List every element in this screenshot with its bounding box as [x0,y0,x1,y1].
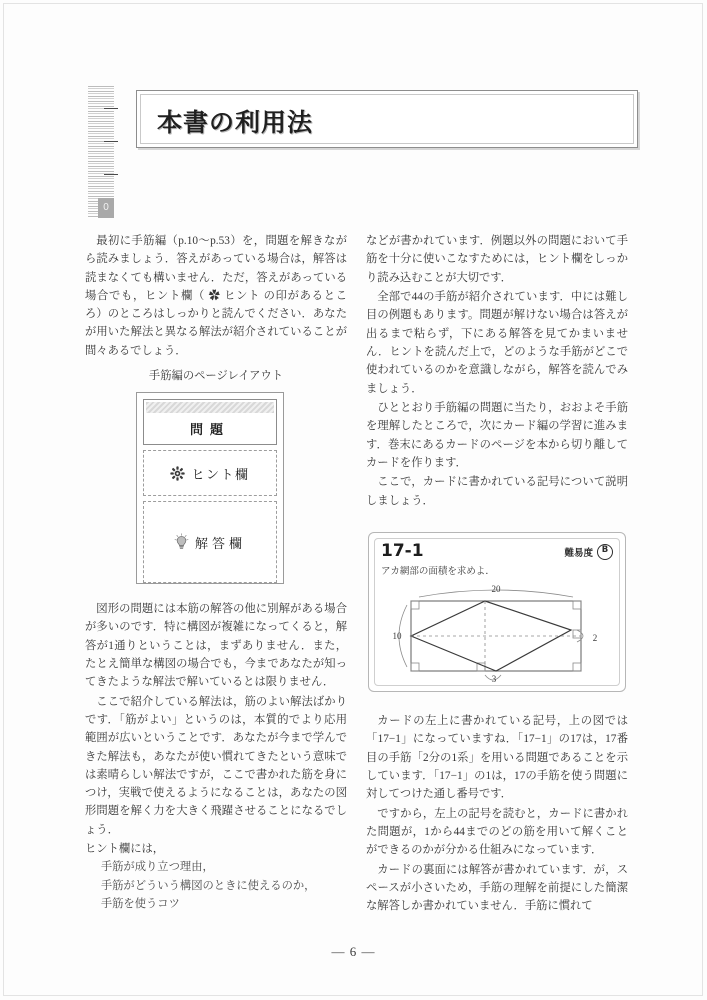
ruler-tick [104,174,118,175]
page-title-banner [136,90,638,148]
list-item: 手筋が成り立つ理由， [100,861,214,874]
list-item: 手筋がどういう構図のときに使えるのか， [100,879,316,892]
page-title: 本書の利用法 [157,108,314,137]
paragraph: 全部で44の手筋が紹介されています．中には難し目の例題もあります。問題が解けない場合は答えが出るまで粘らず，下にある解答を見てかまいません．ヒントを読んだ上で，どのような手筋がどこで使われているのかを意識しながら，解答を読んでみましょう． [366,291,628,395]
page-number: — 6 — [331,944,376,959]
diagram-problem-block [143,399,277,445]
hint-contents-list [85,858,347,913]
difficulty-label: 難易度 [564,548,593,559]
diagram-problem-stripe [146,402,274,413]
paragraph: カードの裏面には解答が書かれています．が，スペースが小さいため，手筋の理解を前提にした簡潔な解答しか書かれていません．手筋に慣れて [366,863,628,913]
gear-icon [170,466,185,481]
paragraph: などが書かれています．例題以外の問題において手筋を十分に使いこなすためには，ヒント欄をしっかり読み込むことが大切です． [366,235,628,284]
svg-text:10: 10 [392,631,402,641]
diagram-hint-block [143,450,277,496]
ruler-tick [104,141,118,142]
svg-text:2: 2 [592,633,598,643]
paragraph: カードの左上に書かれている記号，上の図では「17−1」になっていますね．「17−1」の17は，17番目の手筋「2分の1系」を用いる問題であることを示しています．「17−1」の1は，17の手筋を使う問題に対してつけた通し番号です． [366,715,628,801]
card-id-label: 17-1 [381,541,424,561]
hint-list-intro: ヒント欄には， [85,843,165,856]
right-text-column-upper [366,232,628,511]
card-difficulty [564,544,613,560]
right-text-column-lower [366,712,628,917]
scan-ruler-strip [88,86,114,218]
paragraph: 最初に手筋編（p.10〜p.53）を，問題を解きながら読みましょう．答えがあっている場合は，解答は読まなくても構いません．ただ，答えがあっている場合でも，ヒント欄（ ✿ ヒント の印があるところ）のところはしっかりと読んでください．あなたが用いた解法と異なる解法が紹介されていることが間々あるでしょう． [85,235,347,357]
list-item: 手筋を使うコツ [100,898,180,910]
paragraph: ひととおり手筋編の問題に当たり，おおよそ手筋を理解したところで，次にカード編の学習に進みます．巻末にあるカードのページを本から切り離してカードを作ります． [366,401,628,469]
paragraph: 図形の問題には本筋の解答の他に別解がある場合が多いのです．特に構図が複雑になってくると，解答が1通りということは，まずありません．また，たとえ簡単な構図の場合でも，今まであなたが知ってきたような解法で解いているとは限りません． [85,603,347,689]
diagram-answer-label: 解答欄 [194,535,246,551]
paragraph: ここで紹介している解法は，筋のよい解法ばかりです．「筋がよい」というのは，本質的でより応用範囲が広いということです．あなたが今まで学んできた解法も，あなたが使い慣れてきたという意味では素晴らしい解法ですが，ここで書かれた筋を身につけ，実戦で使えるようになることは，あなたの図形問題を解く力を大きく飛躍させることになるでしょう． [85,695,347,836]
paragraph: ここで，カードに書かれている記号について説明しましょう． [366,476,628,507]
ruler-zero-label: 0 [98,198,114,218]
example-card [368,532,626,692]
svg-text:20: 20 [491,584,501,594]
card-prompt: アカ網部の面積を求めよ． [381,567,495,577]
paragraph: ですから，左上の記号を読むと，カードに書かれた問題が，1から44までのどの筋を用いて解くことができるのかが分かる仕組みになっています． [366,807,628,857]
diagram-answer-block [143,501,277,583]
left-text-column [85,232,347,361]
diagram-hint-label: ヒント欄 [191,466,250,482]
page-layout-diagram [136,392,284,584]
left-text-column-lower [85,600,347,913]
diagram-problem-label: 問題 [189,422,230,437]
card-geometry-figure [381,575,615,683]
difficulty-badge: B [597,544,613,560]
ruler-tick [104,108,118,109]
svg-text:3: 3 [491,674,497,683]
figure-caption: 手筋編のページレイアウト [148,370,284,382]
lightbulb-icon [174,533,189,551]
